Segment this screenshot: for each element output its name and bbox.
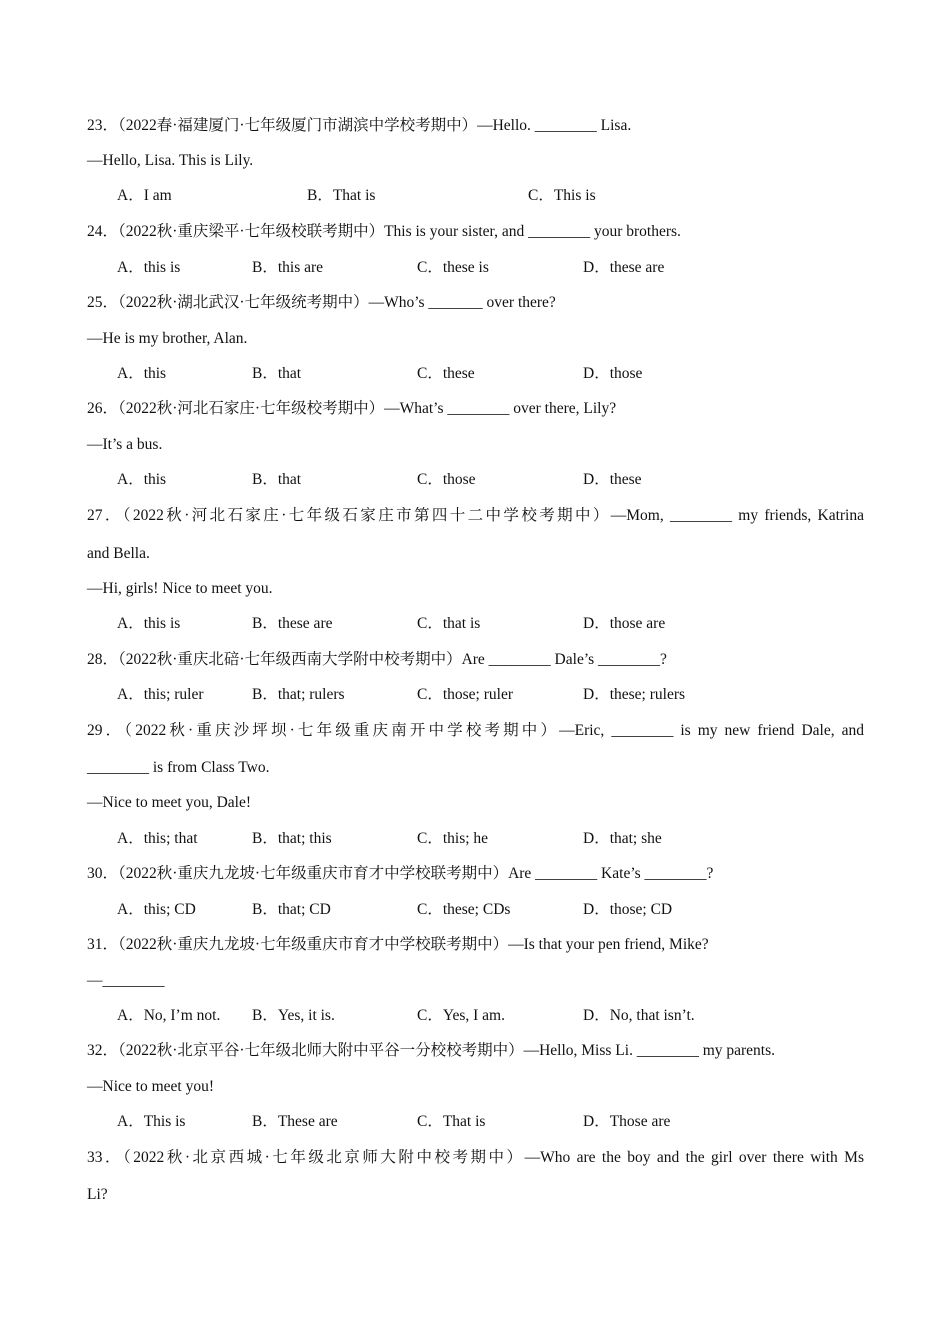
- question-24-option-a: A．this is: [117, 259, 181, 276]
- question-30-option-b: B．that; CD: [252, 901, 331, 918]
- question-23-option-a: A．I am: [117, 187, 172, 204]
- question-31-line: —________: [87, 972, 165, 989]
- question-32-option-d: D．Those are: [583, 1113, 671, 1130]
- question-28-option-d: D．these; rulers: [583, 686, 686, 703]
- question-24-option-d: D．these are: [583, 259, 665, 276]
- question-28-option-b: B．that; rulers: [252, 686, 345, 703]
- question-24-stem: 24．（2022秋·重庆梁平·七年级校联考期中）This is your sister, and ________ your brothers.: [87, 223, 681, 240]
- question-30-option-d: D．those; CD: [583, 901, 673, 918]
- question-31-option-a: A．No, I’m not.: [117, 1007, 221, 1024]
- question-26-option-c: C．those: [417, 471, 476, 488]
- question-23-stem: 23．（2022春·福建厦门·七年级厦门市湖滨中学校考期中）—Hello. ________ Lisa.: [87, 117, 632, 134]
- question-27-option-c: C．that is: [417, 615, 481, 632]
- question-25-option-a: A．this: [117, 365, 167, 382]
- question-29-option-c: C．this; he: [417, 830, 489, 847]
- question-27-line: —Hi, girls! Nice to meet you.: [87, 580, 273, 597]
- question-32-option-c: C．That is: [417, 1113, 486, 1130]
- question-25-line: —He is my brother, Alan.: [87, 330, 248, 347]
- question-23-option-b: B．That is: [307, 187, 376, 204]
- question-32-option-b: B．These are: [252, 1113, 338, 1130]
- question-32-line: —Nice to meet you!: [87, 1078, 214, 1095]
- question-29-stem: 29．（2022秋·重庆沙坪坝·七年级重庆南开中学校考期中）—Eric, ________ is my new friend Dale, and: [87, 722, 864, 739]
- question-27-line: and Bella.: [87, 545, 150, 562]
- question-27-option-a: A．this is: [117, 615, 181, 632]
- question-26-option-d: D．these: [583, 471, 642, 488]
- question-28-stem: 28．（2022秋·重庆北碚·七年级西南大学附中校考期中）Are ________ Dale’s ________?: [87, 651, 667, 668]
- question-31-stem: 31．（2022秋·重庆九龙坡·七年级重庆市育才中学校联考期中）—Is that your pen friend, Mike?: [87, 936, 709, 953]
- question-29-option-a: A．this; that: [117, 830, 198, 847]
- question-26-option-b: B．that: [252, 471, 302, 488]
- question-25-option-d: D．those: [583, 365, 643, 382]
- question-25-option-b: B．that: [252, 365, 302, 382]
- question-27-option-b: B．these are: [252, 615, 333, 632]
- question-24-option-c: C．these is: [417, 259, 489, 276]
- question-27-option-d: D．those are: [583, 615, 666, 632]
- question-29-option-d: D．that; she: [583, 830, 662, 847]
- question-29-option-b: B．that; this: [252, 830, 332, 847]
- question-23-option-c: C．This is: [528, 187, 596, 204]
- question-30-option-a: A．this; CD: [117, 901, 196, 918]
- question-26-option-a: A．this: [117, 471, 167, 488]
- question-26-line: —It’s a bus.: [87, 436, 163, 453]
- question-24-option-b: B．this are: [252, 259, 324, 276]
- question-33-line: Li?: [87, 1186, 108, 1203]
- question-29-line: ________ is from Class Two.: [87, 759, 270, 776]
- question-28-option-a: A．this; ruler: [117, 686, 204, 703]
- question-27-stem: 27．（2022秋·河北石家庄·七年级石家庄市第四十二中学校考期中）—Mom, ________ my friends, Katrina: [87, 507, 864, 524]
- question-30-stem: 30．（2022秋·重庆九龙坡·七年级重庆市育才中学校联考期中）Are ________ Kate’s ________?: [87, 865, 714, 882]
- question-32-option-a: A．This is: [117, 1113, 186, 1130]
- question-26-stem: 26．（2022秋·河北石家庄·七年级校考期中）—What’s ________ over there, Lily?: [87, 400, 617, 417]
- question-25-option-c: C．these: [417, 365, 475, 382]
- question-28-option-c: C．those; ruler: [417, 686, 513, 703]
- question-30-option-c: C．these; CDs: [417, 901, 511, 918]
- question-31-option-c: C．Yes, I am.: [417, 1007, 505, 1024]
- question-31-option-d: D．No, that isn’t.: [583, 1007, 695, 1024]
- question-31-option-b: B．Yes, it is.: [252, 1007, 335, 1024]
- question-23-line: —Hello, Lisa. This is Lily.: [87, 152, 254, 169]
- question-33-stem: 33．（2022秋·北京西城·七年级北京师大附中校考期中）—Who are the boy and the girl over there with Ms: [87, 1149, 864, 1166]
- question-25-stem: 25．（2022秋·湖北武汉·七年级统考期中）—Who’s _______ over there?: [87, 294, 556, 311]
- question-29-line: —Nice to meet you, Dale!: [87, 794, 251, 811]
- question-32-stem: 32．（2022秋·北京平谷·七年级北师大附中平谷一分校校考期中）—Hello, Miss Li. ________ my parents.: [87, 1042, 776, 1059]
